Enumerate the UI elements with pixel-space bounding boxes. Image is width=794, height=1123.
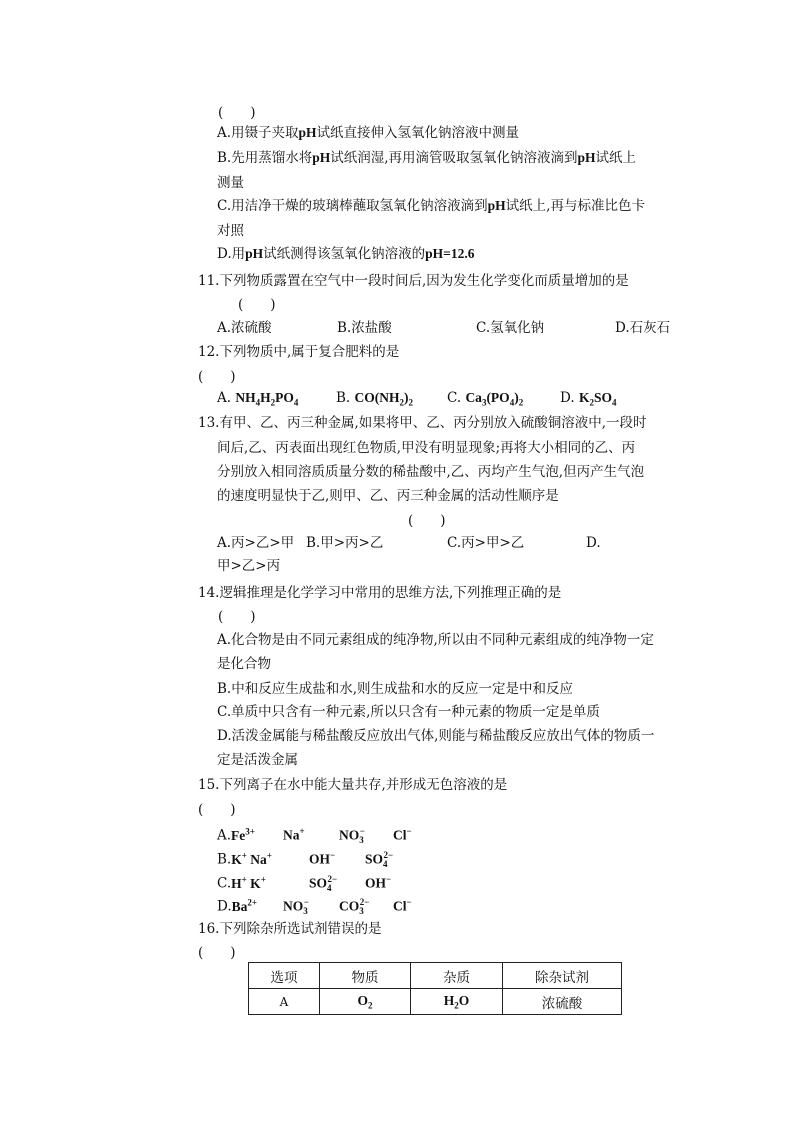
q12-stem: 12.下列物质中,属于复合肥料的是 [198, 344, 400, 360]
q11-option-b: B.浓盐酸 [337, 320, 392, 336]
q13-stem-line3: 分别放入相同溶质质量分数的稀盐酸中,乙、丙均产生气泡,但丙产生气泡 [217, 464, 645, 480]
q16-stem: 16.下列除杂所选试剂错误的是 [198, 921, 382, 937]
q12-option-c: C. $Ca_3(PO_4)_2$ [447, 390, 524, 408]
q15-stem: 15.下列离子在水中能大量共存,并形成无色溶液的是 [198, 777, 508, 793]
table-cell-formula: $O_2$ [320, 989, 411, 1015]
q10-option-d: D.用pH试纸测得该氢氧化钠溶液的pH=12.6 [217, 246, 475, 262]
q12-option-a: A. $NH_4H_2PO_4$ [217, 390, 299, 408]
q14-option-c: C.单质中只含有一种元素,所以只含有一种元素的物质一定是单质 [217, 704, 600, 720]
q10-option-a: A.用镊子夹取pH试纸直接伸入氢氧化钠溶液中测量 [217, 125, 520, 141]
q13-answer-paren: ( ) [408, 513, 446, 529]
q11-answer-paren: ( ) [238, 297, 276, 313]
q13-option-c: C.丙>甲>乙 [447, 535, 525, 551]
q15-option-b: B.K+ Na+ OH− $SO_4^{2-}$ [217, 850, 394, 870]
table-header-cell: 选项 [249, 963, 320, 989]
q13-option-b: B.甲>丙>乙 [306, 535, 384, 551]
table-header-row [249, 963, 622, 989]
q16-table [248, 962, 622, 1015]
q14-option-d: D.活泼金属能与稀盐酸反应放出气体,则能与稀盐酸反应放出气体的物质一 [217, 728, 655, 744]
q14-stem: 14.逻辑推理是化学学习中常用的思维方法,下列推理正确的是 [198, 585, 562, 601]
table-cell: A [249, 989, 320, 1015]
q13-option-a: A.丙>乙>甲 [217, 535, 295, 551]
q13-option-d-cont: 甲>乙>丙 [217, 558, 281, 574]
q11-option-a: A.浓硫酸 [217, 320, 272, 336]
q10-option-c: C.用洁净干燥的玻璃棒蘸取氢氧化钠溶液滴到pH试纸上,再与标准比色卡 [217, 198, 645, 214]
q14-option-b: B.中和反应生成盐和水,则生成盐和水的反应一定是中和反应 [217, 681, 574, 697]
table-cell-formula: $H_2O$ [411, 989, 503, 1015]
q15-option-c: C.H+ K+ $SO_4^{2-}$ OH− [217, 874, 392, 894]
q14-option-a-cont: 是化合物 [217, 656, 271, 672]
q15-answer-paren: ( ) [198, 802, 236, 818]
q15-option-a: $A.Fe^{3+}$ Na+ $NO_3^-$ Cl− [217, 826, 412, 846]
q13-stem-line4: 的速度明显快于乙,则甲、乙、丙三种金属的活动性顺序是 [217, 488, 559, 504]
q11-stem: 11.下列物质露置在空气中一段时间后,因为发生化学变化而质量增加的是 [198, 273, 629, 289]
table-cell: 浓硫酸 [503, 989, 622, 1015]
q10-option-b: B.先用蒸馏水将pH试纸润湿,再用滴管吸取氢氧化钠溶液滴到pH试纸上 [217, 150, 637, 166]
q14-option-a: A.化合物是由不同元素组成的纯净物,所以由不同种元素组成的纯净物一定 [217, 632, 654, 648]
table-header-cell: 物质 [320, 963, 411, 989]
q10-answer-paren: ( ) [218, 105, 256, 121]
q13-stem-line2: 间后,乙、丙表面出现红色物质,甲没有明显现象;再将大小相同的乙、丙 [217, 440, 636, 456]
table-header-cell: 除杂试剂 [503, 963, 622, 989]
q10-option-b-cont: 测量 [217, 175, 244, 191]
q16-answer-paren: ( ) [198, 945, 236, 961]
q15-option-d: $D.Ba^{2+}$ $NO_3^-$ $CO_3^{2-}$ Cl− [217, 897, 412, 917]
q14-option-d-cont: 定是活泼金属 [217, 752, 298, 768]
q11-option-d: D.石灰石 [615, 320, 671, 336]
q12-answer-paren: ( ) [198, 369, 236, 385]
q12-option-d: D. $K_2SO_4$ [560, 390, 617, 408]
q11-option-c: C.氢氧化钠 [476, 320, 545, 336]
table-row [249, 989, 622, 1015]
q10-option-c-cont: 对照 [217, 223, 244, 239]
q14-answer-paren: ( ) [218, 609, 256, 625]
q13-stem-line1: 13.有甲、乙、丙三种金属,如果将甲、乙、丙分别放入硫酸铜溶液中,一段时 [198, 415, 647, 431]
table-header-cell: 杂质 [411, 963, 503, 989]
q13-option-d: D. [586, 535, 601, 551]
q12-option-b: B. $CO(NH_2)_2$ [336, 390, 414, 408]
